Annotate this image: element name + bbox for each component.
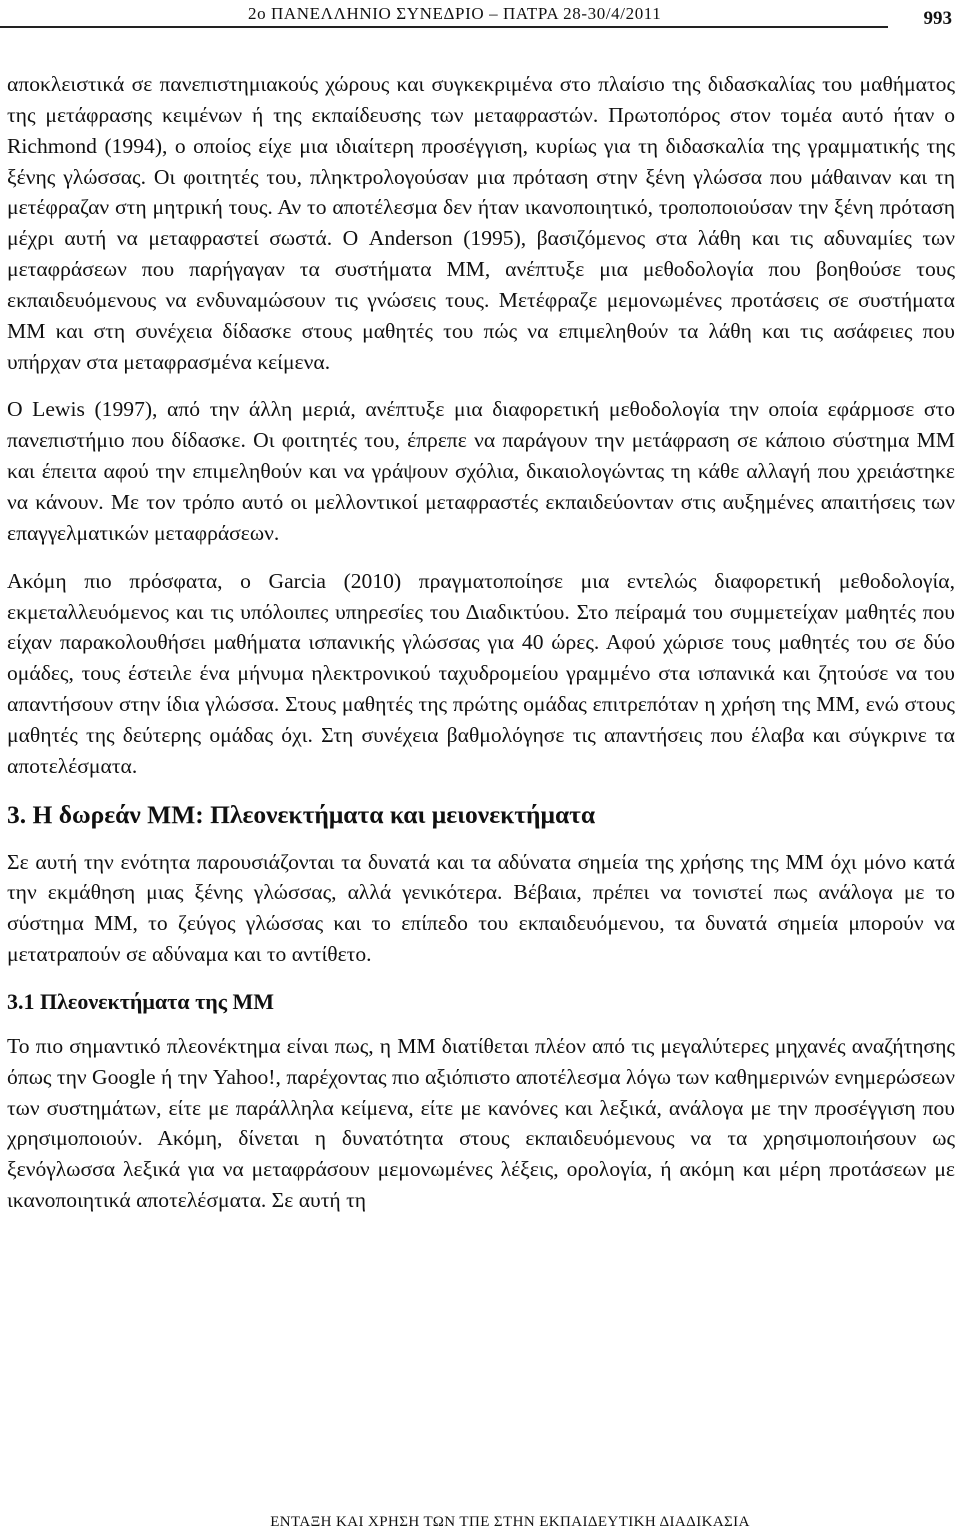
paragraph-garcia: Ακόμη πιο πρόσφατα, ο Garcia (2010) πραγματοποίησε μια εντελώς διαφορετική μεθοδολογία, εκμεταλλευόμενος και τις υπόλοιπες υπηρεσίες του Διαδικτύου. Στο πείραμά του συμμετείχαν μαθητές που είχαν παρακολουθήσει μαθήματα ισπανικής γλώσσας για 40 ώρες. Αφού χώρισε τους μαθητές του σε δύο ομάδες, τους έστειλε ένα μήνυμα ηλεκτρονικού ταχυδρομείου γραμμένο στα ισπανικά και ζητούσε να του απαντήσουν στην ίδια γλώσσα. Στους μαθητές της πρώτης ομάδας επιτρεπόταν η χρήση της ΜΜ, ενώ στους μαθητές της δεύτερης ομάδας όχι. Στη συνέχεια βαθμολόγησε τις απαντήσεις που έλαβα και σύγκρινε τα αποτελέσματα. — [7, 568, 955, 778]
page-number: 993 — [923, 8, 952, 29]
section-heading: 3. Η δωρεάν ΜΜ: Πλεονεκτήματα και μειονεκτήματα — [7, 799, 596, 829]
conference-title: 2ο ΠΑΝΕΛΛΗΝΙΟ ΣΥΝΕΔΡΙΟ – ΠΑΤΡΑ 28-30/4/2011 — [248, 4, 662, 23]
subsection-heading: 3.1 Πλεονεκτήματα της ΜΜ — [7, 988, 275, 1014]
running-footer — [0, 1514, 960, 1531]
running-header — [0, 0, 960, 30]
footer-title: ΕΝΤΑΞΗ ΚΑΙ ΧΡΗΣΗ ΤΩΝ ΤΠΕ ΣΤΗΝ ΕΚΠΑΙΔΕΥΤΙΚΗ ΔΙΑΔΙΚΑΣΙΑ — [270, 1514, 750, 1530]
paragraph-advantages: Το πιο σημαντικό πλεονέκτημα είναι πως, η ΜΜ διατίθεται πλέον από τις μεγαλύτερες μηχανές αναζήτησης όπως την Google ή την Yahoo!, παρέχοντας πιο αξιόπιστο αποτέλεσμα λόγω των καθημερινών ενημερώσεων των συστημάτων, είτε με παράλληλα κείμενα, είτε με κανόνες και λεξικά, ανάλογα με την προσέγγιση που χρησιμοποιούν. Ακόμη, δίνεται η δυνατότητα στους εκπαιδευόμενους να τα χρησιμοποιήσουν ως ξενόγλωσσα λεξικά για να μεταφράσουν μεμονωμένες λέξεις, ορολογία, ή ακόμη και μέρη προτάσεων με ικανοποιητικά αποτελέσματα. Σε αυτή τη — [7, 1033, 955, 1213]
paragraph-section-intro: Σε αυτή την ενότητα παρουσιάζονται τα δυνατά και τα αδύνατα σημεία της χρήσης της ΜΜ όχι μόνο κατά την εκμάθηση μιας ξένης γλώσσας, αλλά γενικότερα. Βέβαια, πρέπει να τονιστεί πως ανάλογα με το σύστημα ΜΜ, το ζεύγος γλώσσας και το επίπεδο του εκπαιδευόμενου, τα δυνατά σημεία μπορούν να μετατραπούν σε αδύναμα και το αντίθετο. — [7, 849, 955, 967]
header-rule — [0, 26, 888, 28]
main-text — [7, 69, 955, 1216]
paragraph-lewis: Ο Lewis (1997), από την άλλη μεριά, ανέπτυξε μια διαφορετική μεθοδολογία την οποία εφάρμοσε στο πανεπιστήμιο που δίδασκε. Οι φοιτητές του, έπρεπε να παράγουν την μετάφραση σε κάποιο σύστημα ΜΜ και έπειτα αφού την επιμεληθούν και να γράψουν σχόλια, δικαιολογώντας τη κάθε αλλαγή που χρειάστηκε να κάνουν. Με τον τρόπο αυτό οι μελλοντικοί μεταφραστές εκπαιδεύονταν στις αυξημένες απαιτήσεις των επαγγελματικών μεταφράσεων. — [7, 397, 955, 545]
paragraph-richmond-anderson: αποκλειστικά σε πανεπιστημιακούς χώρους και συγκεκριμένα στο πλαίσιο της διδασκαλίας του μαθήματος της μετάφρασης κειμένων ή της εκπαίδευσης των μεταφραστών. Πρωτοπόρος στον τομέα αυτό ήταν ο Richmond (1994), ο οποίος είχε μια ιδιαίτερη προσέγγιση, κυρίως για τη διδασκαλία της γραμματικής της ξένης γλώσσας. Οι φοιτητές του, πληκτρολογούσαν μια πρόταση στην ξένη γλώσσα που μάθαιναν και τη μετέφραζαν στη μητρική τους. Αν το αποτέλεσμα δεν ήταν ικανοποιητικό, τροποποιούσαν την ξένη πρόταση μέχρι αυτή να μεταφραστεί σωστά. Ο Anderson (1995), βασιζόμενος στα λάθη και τις αδυναμίες των μεταφράσεων που παρήγαγαν τα συστήματα ΜΜ, ανέπτυξε μια μεθοδολογία που βοηθούσε τους εκπαιδευόμενους να ενδυναμώσουν τις γνώσεις τους. Μετέφραζε μεμονωμένες προτάσεις σε συστήματα ΜΜ και στη συνέχεια δίδασκε στους μαθητές του πώς να επιμεληθούν τα λάθη και τις ασάφειες που υπήρχαν στα μεταφρασμένα κείμενα. — [7, 72, 955, 374]
